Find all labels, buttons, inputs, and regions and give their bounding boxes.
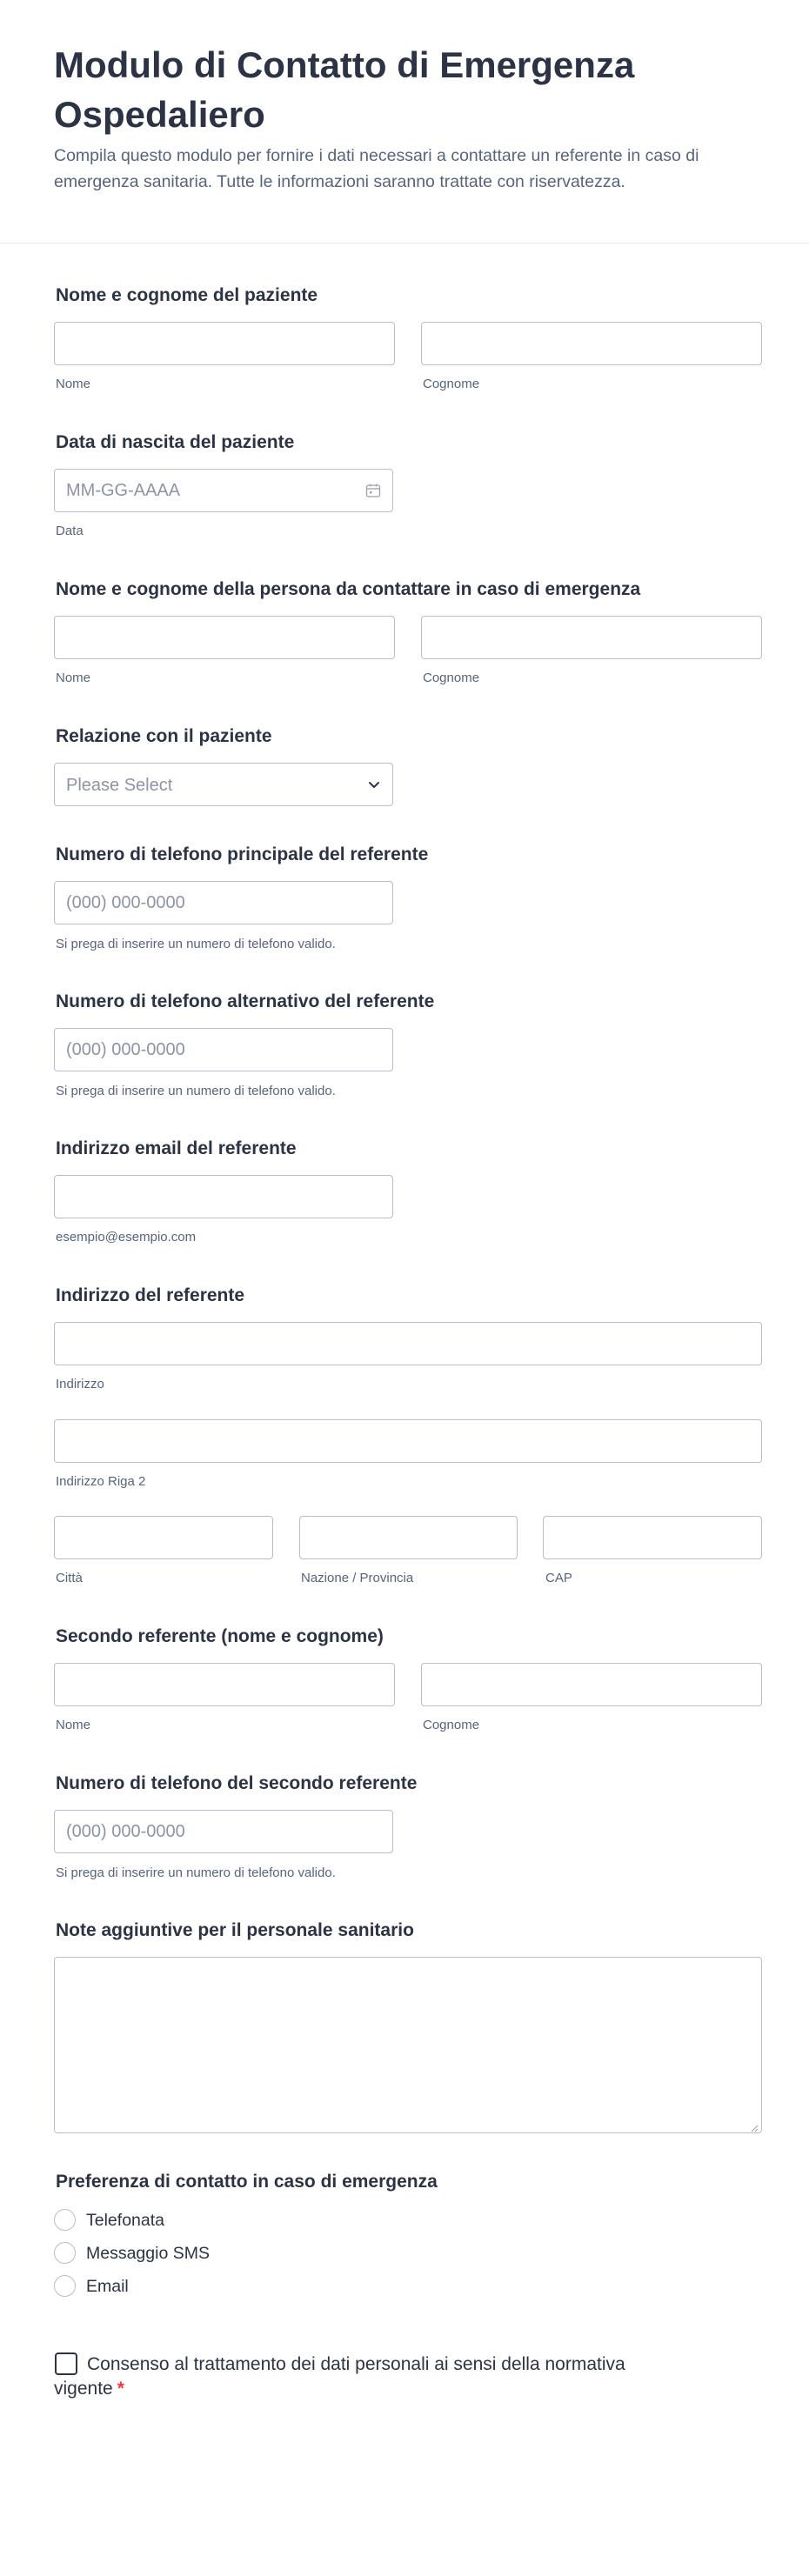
city-input[interactable] <box>54 1516 273 1559</box>
emergency-last-name-sublabel: Cognome <box>423 671 480 685</box>
email-hint: esempio@esempio.com <box>56 1230 197 1245</box>
second-phone-label: Numero di telefono del secondo referente <box>56 1773 418 1793</box>
notes-label: Note aggiuntive per il personale sanitario <box>56 1920 414 1940</box>
resize-grip-icon[interactable] <box>750 2121 759 2130</box>
form-header <box>0 0 809 244</box>
relation-selected-value: Please Select <box>66 776 173 795</box>
second-last-name-input[interactable] <box>421 1663 762 1706</box>
primary-phone-input[interactable] <box>54 881 393 924</box>
birth-date-sublabel: Data <box>56 524 84 538</box>
radio-sms[interactable] <box>54 2242 76 2264</box>
patient-first-name-input[interactable] <box>54 322 395 365</box>
calendar-icon[interactable] <box>365 483 381 498</box>
form-title: Modulo di Contatto di Emergenza Ospedaliero <box>54 44 635 135</box>
radio-email[interactable] <box>54 2275 76 2297</box>
radio-sms-label[interactable]: Messaggio SMS <box>86 2244 210 2263</box>
consent-label: Consenso al trattamento dei dati personali ai sensi della normativa vigente <box>54 2354 625 2399</box>
radio-telefonata-label[interactable]: Telefonata <box>86 2211 164 2230</box>
preference-label: Preferenza di contatto in caso di emergenza <box>56 2172 438 2192</box>
address-label: Indirizzo del referente <box>56 1285 245 1305</box>
notes-textarea[interactable] <box>54 1957 762 2133</box>
zip-sublabel: CAP <box>545 1571 572 1585</box>
city-sublabel: Città <box>56 1571 83 1585</box>
chevron-down-icon <box>366 777 382 792</box>
emergency-first-name-sublabel: Nome <box>56 671 91 685</box>
relation-label: Relazione con il paziente <box>56 726 272 746</box>
alt-phone-input[interactable] <box>54 1028 393 1071</box>
second-phone-hint: Si prega di inserire un numero di telefono valido. <box>56 1865 336 1880</box>
address-line1-sublabel: Indirizzo <box>56 1377 104 1391</box>
email-label: Indirizzo email del referente <box>56 1138 297 1158</box>
zip-input[interactable] <box>543 1516 762 1559</box>
primary-phone-hint: Si prega di inserire un numero di telefono valido. <box>56 937 336 951</box>
state-sublabel: Nazione / Provincia <box>301 1571 414 1585</box>
radio-email-label[interactable]: Email <box>86 2277 129 2296</box>
patient-last-name-input[interactable] <box>421 322 762 365</box>
second-phone-input[interactable] <box>54 1810 393 1853</box>
alt-phone-hint: Si prega di inserire un numero di telefono valido. <box>56 1084 336 1098</box>
patient-name-label: Nome e cognome del paziente <box>56 285 318 305</box>
patient-last-name-sublabel: Cognome <box>423 377 480 391</box>
consent-text[interactable] <box>54 2352 663 2401</box>
second-last-name-sublabel: Cognome <box>423 1718 480 1732</box>
emergency-first-name-input[interactable] <box>54 616 395 659</box>
radio-telefonata[interactable] <box>54 2209 76 2231</box>
birth-date-label: Data di nascita del paziente <box>56 432 295 452</box>
state-input[interactable] <box>299 1516 518 1559</box>
second-contact-label: Secondo referente (nome e cognome) <box>56 1626 384 1646</box>
alt-phone-label: Numero di telefono alternativo del referente <box>56 991 435 1011</box>
second-first-name-input[interactable] <box>54 1663 395 1706</box>
form-subtitle: Compila questo modulo per fornire i dati necessari a contattare un referente in caso di emergenza sanitaria. Tutte le informazioni saranno trattate con riservatezza. <box>54 146 699 191</box>
emergency-contact-label: Nome e cognome della persona da contattare in caso di emergenza <box>56 579 641 599</box>
primary-phone-label: Numero di telefono principale del referente <box>56 844 429 864</box>
required-mark: * <box>117 2379 124 2399</box>
second-first-name-sublabel: Nome <box>56 1718 91 1732</box>
email-input[interactable] <box>54 1175 393 1218</box>
birth-date-input[interactable] <box>54 469 393 512</box>
address-line2-input[interactable] <box>54 1419 762 1463</box>
relation-select[interactable] <box>54 763 393 806</box>
address-line2-sublabel: Indirizzo Riga 2 <box>56 1474 146 1489</box>
patient-first-name-sublabel: Nome <box>56 377 91 391</box>
emergency-last-name-input[interactable] <box>421 616 762 659</box>
address-line1-input[interactable] <box>54 1322 762 1365</box>
